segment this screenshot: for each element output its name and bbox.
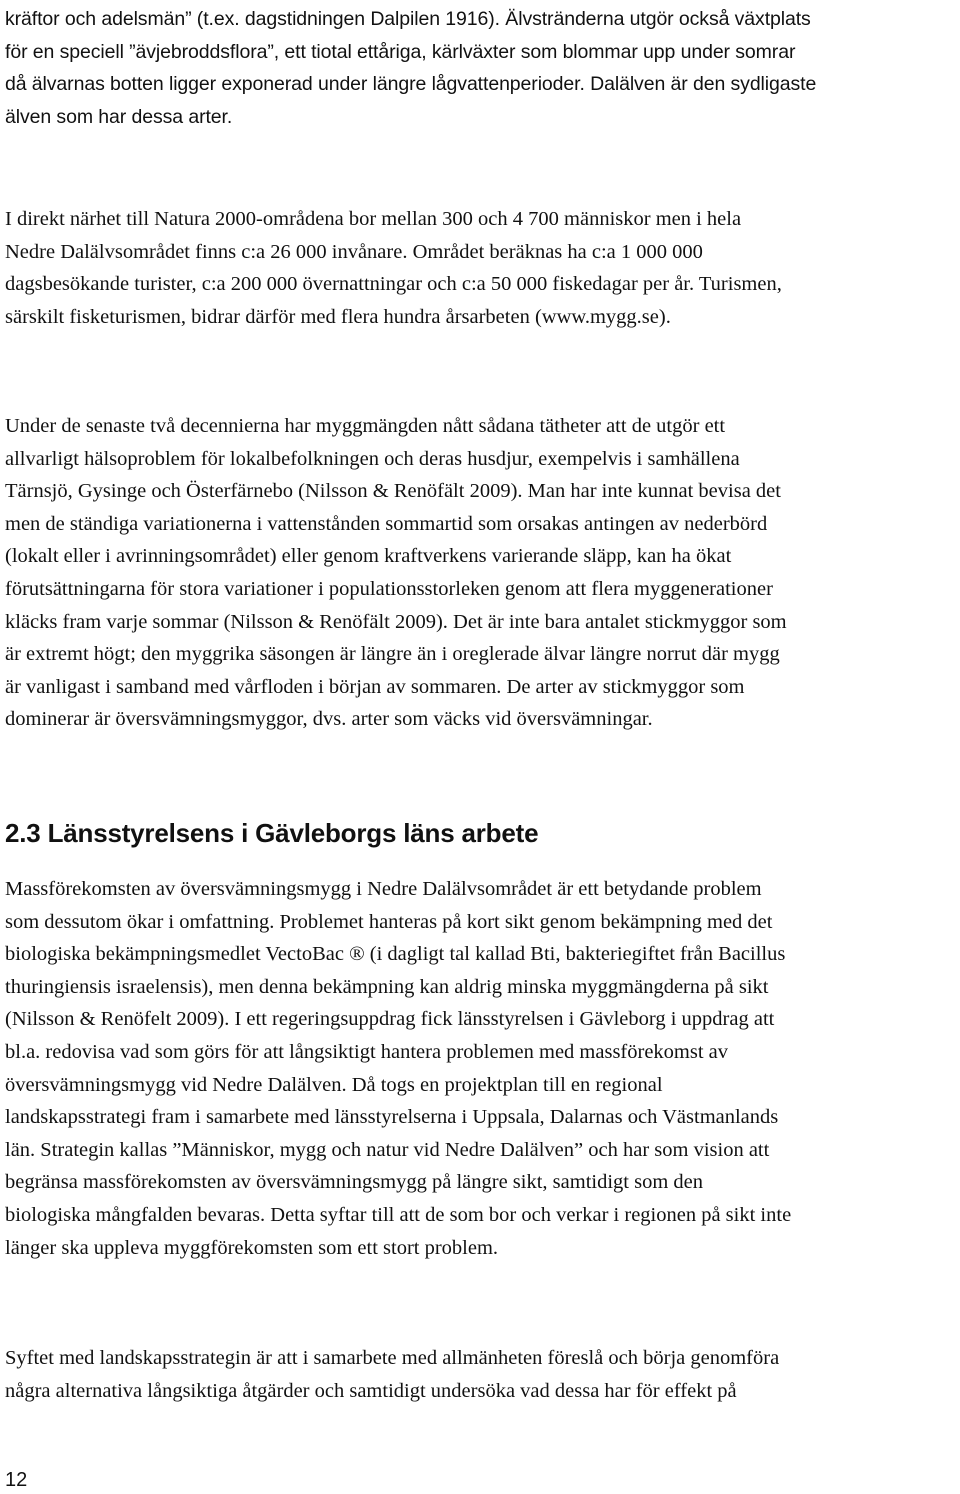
- paragraph-county-work: Massförekomsten av översvämningsmygg i Nedre Dalälvsområdet är ett betydande problem som dessutom ökar i omfattning. Problemet hanteras på kort sikt genom bekämpning med det biologiska bekämpningsmedlet VectoBac ® (i dagligt tal kallad Bti, bakteriegiftet från Bacillus thuringiensis israelensis), men denna bekämpning kan aldrig minska myggmängderna på sikt (Nilsson & Renöfelt 2009). I ett regeringsuppdrag fick länsstyrelsen i Gävleborg i uppdrag att bl.a. redovisa vad som görs för att långsiktigt hantera problemen med massförekomst av översvämningsmygg vid Nedre Dalälven. Då togs en projektplan till en regional landskapsstrategi fram i samarbete med länsstyrelserna i Uppsala, Dalarnas och Västmanlands län. Strategin kallas ”Människor, mygg och natur vid Nedre Dalälven” och har som vision att begränsa massförekomsten av översvämningsmygg på längre sikt, samtidigt som den biologiska mångfalden bevaras. Detta syftar till att de som bor och verkar i regionen på sikt inte länger ska uppleva myggförekomsten som ett stort problem.: [5, 878, 792, 1259]
- page-number: 12: [5, 1469, 28, 1491]
- paragraph-river-flora: kräftor och adelsmän” (t.ex. dagstidningen Dalpilen 1916). Älvstränderna utgör också växtplats för en speciell ”ävjebroddsflora”, ett tiotal ettåriga, kärlväxter som blommar upp under somrar då älvarnas botten ligger exponerad under längre lågvattenperioder. Dalälven är den sydligaste älven som har dessa arter.: [5, 8, 817, 128]
- paragraph-strategy-purpose: Syftet med landskapsstrategin är att i samarbete med allmänheten föreslå och börja genomföra några alternativa långsiktiga åtgärder och samtidigt undersöka vad dessa har för effekt på: [5, 1347, 780, 1402]
- paragraph-mosquito-problem: Under de senaste två decennierna har myggmängden nått sådana tätheter att de utgör ett allvarligt hälsoproblem för lokalbefolkningen och deras husdjur, exempelvis i samhällena Tärnsjö, Gysinge och Österfärnebo (Nilsson & Renöfält 2009). Man har inte kunnat bevisa det men de ständiga variationerna i vattenstånden sommartid som orsakas antingen av nederbörd (lokalt eller i avrinningsområdet) eller genom kraftverkens varierande släpp, kan ha ökat förutsättningarna för stora variationer i populationsstorleken genom att flera myggenerationer kläcks fram varje sommar (Nilsson & Renöfält 2009). Det är inte bara antalet stickmyggor som är extremt högt; den myggrika säsongen är längre än i oreglerade älvar längre norrut där mygg är vanligast i samband med vårfloden i början av sommaren. De arter av stickmyggor som dominerar är översvämningsmyggor, dvs. arter som väcks vid översvämningar.: [5, 415, 787, 731]
- section-heading: 2.3 Länsstyrelsens i Gävleborgs läns arbete: [5, 818, 539, 848]
- paragraph-population-tourism: I direkt närhet till Natura 2000-områdena bor mellan 300 och 4 700 människor men i hela Nedre Dalälvsområdet finns c:a 26 000 invånare. Området beräknas ha c:a 1 000 000 dagsbesökande turister, c:a 200 000 övernattningar och c:a 50 000 fiskedagar per år. Turismen, särskilt fisketurismen, bidrar därför med flera hundra årsarbeten (www.mygg.se).: [5, 208, 782, 328]
